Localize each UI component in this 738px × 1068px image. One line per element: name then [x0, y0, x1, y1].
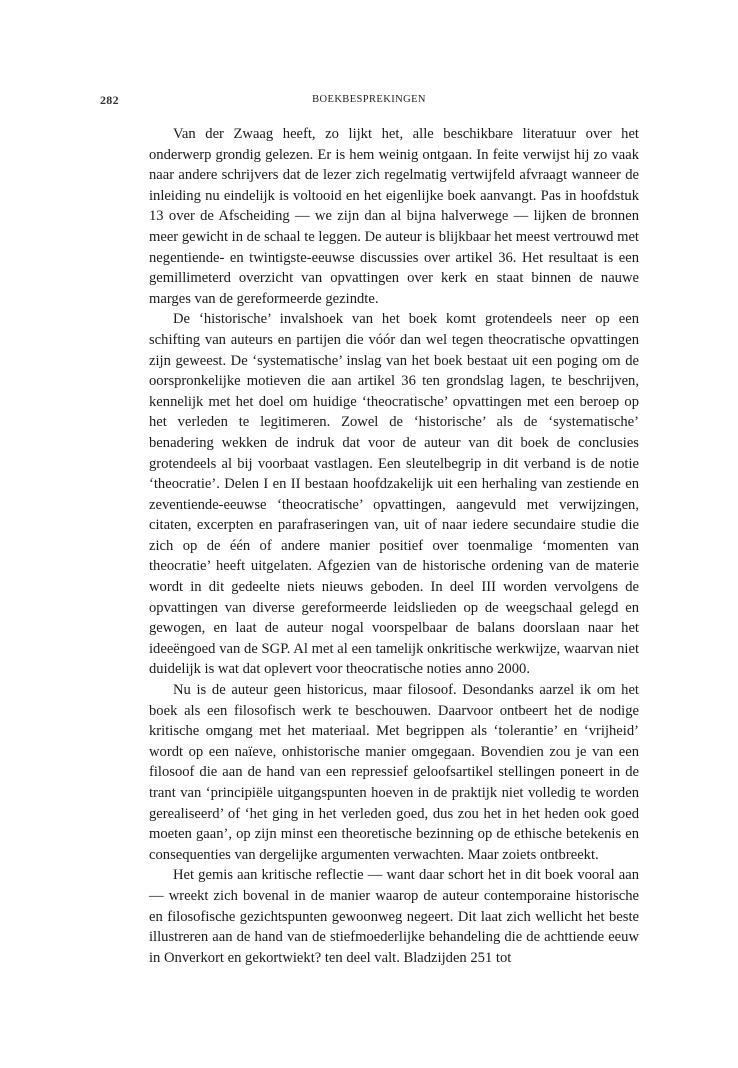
paragraph-2: De ‘historische’ invalshoek van het boek komt grotendeels neer op een schifting van auteurs en partijen die vóór dan wel tegen theocratische opvattingen zijn geweest. De ‘systematische’ inslag van het boek bestaat uit een poging om de oorspronkelijke motieven die aan artikel 36 ten grondslag lagen, te beschrijven, kennelijk met het doel om huidige ‘theocratische’ opvattingen met een beroep op het verleden te legitimeren. Zowel de ‘historische’ als de ‘systematische’ benadering wekken de indruk dat voor de auteur van dit boek de conclusies grotendeels al bij voorbaat vastlagen. Een sleutelbegrip in dit verband is de notie ‘theocratie’. Delen I en II bestaan hoofdzakelijk uit een herhaling van zestiende en zeventiende-eeuwse ‘theocratische’ opvattingen, aangevuld met verwijzingen, citaten, excerpten en parafraseringen van, uit of naar iedere secundaire studie die zich op de één of andere manier positief over toenmalige ‘momenten van theocratie’ heeft uitgelaten. Afgezien van de historische ordening van de materie wordt in dit gedeelte niets nieuws geboden. In deel III worden vervolgens de opvattingen van diverse gereformeerde leidslieden op de weegschaal gelegd en gewogen, en laat de auteur nogal voorspelbaar de balans doorslaan naar het ideeëngoed van de SGP. Al met al een tamelijk onkritische werkwijze, waarvan niet duidelijk is wat dat oplevert voor theocratische noties anno 2000.: [149, 311, 639, 678]
body-text: [149, 124, 639, 968]
paragraph-3: Nu is de auteur geen historicus, maar filosoof. Desondanks aarzel ik om het boek als een filosofisch werk te beschouwen. Daarvoor ontbeert het de nodige kritische omgang met het materiaal. Met begrippen als ‘tolerantie’ en ‘vrijheid’ wordt op een naïeve, onhistorische manier omgegaan. Bovendien zou je van een filosoof die aan de hand van een repressief geloofsartikel stellingen poneert in de trant van ‘principiële uitgangspunten hoeven in de praktijk niet volledig te worden gerealiseerd’ of ‘het ging in het verleden goed, dus zou het in het heden ook goed moeten gaan’, op zijn minst een theoretische bezinning op de ethische betekenis en consequenties van dergelijke argumenten verwachten. Maar zoiets ontbreekt.: [149, 682, 639, 863]
page-number: 282: [100, 93, 119, 107]
paragraph-1: Van der Zwaag heeft, zo lijkt het, alle beschikbare literatuur over het onderwerp grondig gelezen. Er is hem weinig ontgaan. In feite verwijst hij zo vaak naar andere schrijvers dat de lezer zich regelmatig vertwijfeld afvraagt wanneer de inleiding nu eindelijk is voltooid en het eigenlijke boek aanvangt. Pas in hoofdstuk 13 over de Afscheiding — we zijn dan al bijna halverwege — lijken de bronnen meer gewicht in de schaal te leggen. De auteur is blijkbaar het meest vertrouwd met negentiende- en twintigste-eeuwse discussies over artikel 36. Het resultaat is een gemillimeterd overzicht van opvattingen over kerk en staat binnen de nauwe marges van de gereformeerde gezindte.: [149, 126, 639, 307]
paragraph-4: Het gemis aan kritische reflectie — want daar schort het in dit boek vooral aan — wreekt zich bovenal in de manier waarop de auteur contemporaine historische en filosofische gezichtspunten gewoonweg negeert. Dit laat zich wellicht het beste illustreren aan de hand van de stiefmoederlijke behandeling die de achttiende eeuw in Onverkort en gekortwiekt? ten deel valt. Bladzijden 251 tot: [149, 867, 639, 966]
running-head: BOEKBESPREKINGEN: [312, 94, 426, 105]
